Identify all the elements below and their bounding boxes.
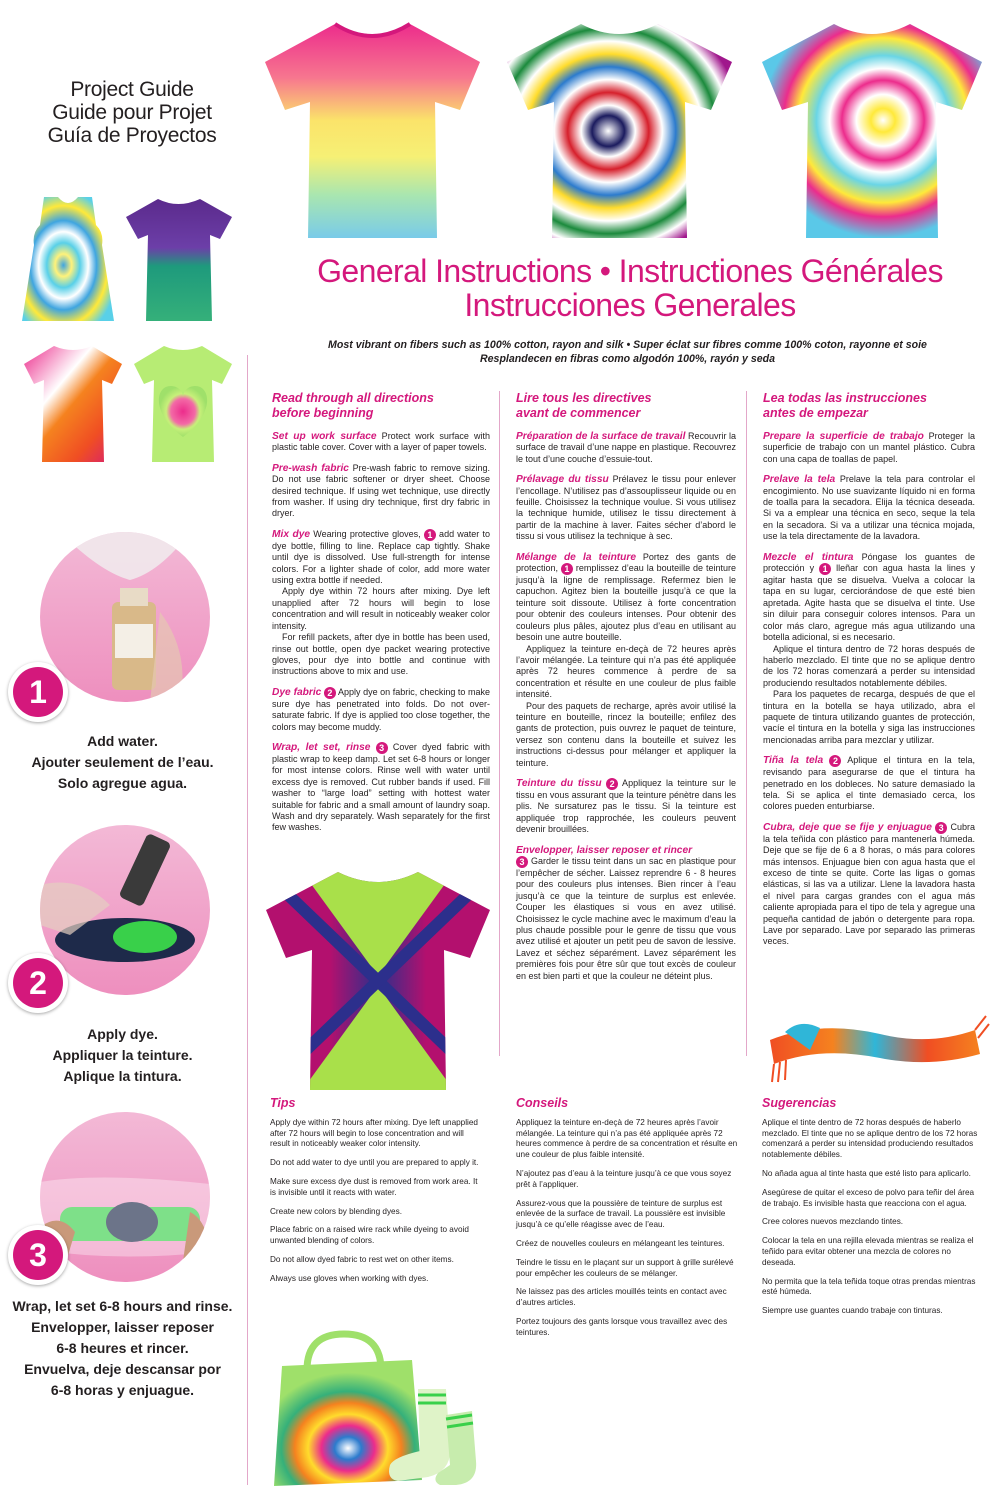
french-heading [516,391,736,421]
es-wrap-text: Cubra la tela teñida con plástico para mantenerla húmeda. Deje que se fije de 6 a 8 horas, o más para colores más intensos. Enjuague bien con agua hasta que el exceso de tinte se quite. Corte las ligas o gomas elásticas, si las va a utilizar. Llene la lavadora hasta el nivel para cargas grandes con el agua más caliente apropiada para el tipo de tela y agregue una pequeña cantidad de jabón o detergente para ropa. Lave por separado. Lave por separado las primeras veces. [763,821,975,947]
spanish-instructions [763,391,975,957]
step-3-inline-badge: 3 [516,856,528,868]
step-2-photo [40,825,210,995]
step-1-inline-badge: 1 [424,529,436,541]
tip-fr-6: Ne laissez pas des articles mouillés teints en contact avec d’autres articles. [516,1287,727,1308]
es-mix-paragraph-2: Aplique el tintura dentro de 72 horas después de haberlo mezclado. El tinte que no se aplique dentro de los 72 horas comenzará a perder su intensidad produciendo resultados notablemente débiles. [763,643,975,688]
fr-wrap-section [516,845,736,982]
tip-es-5: Colocar la tela en una rejilla elevada mientras se realiza el teñido para evitar obtener una mezcla de colores no deseada. [762,1236,974,1267]
step-1-inline-badge: 1 [819,563,831,575]
step-3-inline-badge: 3 [935,822,947,834]
tip-en-3: Make sure excess dye dust is removed from work area. It is invisible until it reacts with water. [270,1176,478,1197]
step-3-line-fr2: 6-8 heures et rincer. [56,1340,189,1356]
fiber-subhead [255,338,1000,366]
fr-dye-title: Teinture du tissu [516,777,602,789]
fr-mix-title: Mélange de la teinture [516,551,637,563]
english-heading-line-2: before beginning [272,406,374,420]
es-setup-text: Proteger la superficie de trabajo con un mantel plástico. Cubra con una capa de toallas de papel. [763,431,975,464]
subhead-line-1: Most vibrant on fibers such as 100% cotton, rayon and silk • Super éclat sur fibres comme 100% coton, rayonne et soie [328,339,927,351]
tip-fr-2: N’ajoutez pas d’eau à la teinture jusqu’à ce que vous soyez prêt à l’appliquer. [516,1168,732,1189]
socks-icon [380,1385,490,1490]
es-dye-title: Tiña la tela [763,755,824,767]
en-dye-title: Dye fabric [272,686,322,698]
en-dye-section [272,687,490,733]
french-heading-line-1: Lire tous les directives [516,391,652,405]
step-3-caption [0,1296,245,1401]
step-2-badge [8,953,68,1013]
tshirt-icon [128,342,238,467]
project-guide-title [22,78,242,147]
fr-dye-section [516,778,736,836]
tip-es-4: Cree colores nuevos mezclando tintes. [762,1217,904,1227]
fr-mix-section [516,552,736,769]
en-setup-text: Protect work surface with plastic table cover. Cover with a layer of paper towels. [272,431,490,453]
step-1-number: 1 [13,667,63,717]
step-2-inline-badge: 2 [829,755,841,767]
step-1-caption [0,731,245,794]
dye-bottle-icon [40,532,210,702]
tip-en-2: Do not add water to dye until you are prepared to apply it. [270,1158,479,1168]
headline-line-1: General Instructions • Instructiones Générales [317,253,943,289]
step-1-photo [40,532,210,702]
guide-title-fr: Guide pour Projet [52,101,212,124]
left-divider [247,355,248,1485]
tip-en-1: Apply dye within 72 hours after mixing. Dye left unapplied after 72 hours will begin to lose concentration and will result in noticeably weaker color intensity. [270,1117,478,1149]
fr-mix-paragraph-3: Pour des paquets de recharge, après avoir utilisé la teinture en bouteille, rincez la bouteille; enfilez des gants de protection, puis ouvrez le paquet de teinture, versez son contenu dans la bouteille et suivez les instructions ci-dessus pour mélanger et appliquer la teinture. [516,700,736,768]
fr-mix-paragraph-2: Appliquez la teinture en-deçà de 72 heures après l’avoir mélangée. La teinture qui n’a pas été appliquée après 72 heures commence à perdre de sa concentration et résulte en une couleur de plus faible intensité. [516,643,736,700]
es-mix-paragraph-3: Para los paquetes de recarga, después de que el tintura en la botella se haya utilizado, abra el paquete de tintura utilizando guantes de protección, vacíe el tintura en la botella y siga las instrucciones mencionadas arriba para mezclar y utilizar. [763,689,975,745]
tip-en-4: Create new colors by blending dyes. [270,1206,402,1216]
es-setup-title: Prepare la superficie de trabajo [763,431,924,442]
en-dye-text: Apply dye on fabric, checking to make sure dye has penetrated into folds. Do not over-saturate fabric. If dye is applied too close together, the colors may become muddy. [272,686,490,732]
en-mix-paragraph-2: Apply dye within 72 hours after mixing. Dye left unapplied after 72 hours will begin to lose concentration and will result in noticeably weaker color intensity. [272,586,490,631]
fr-prewash-text: Prélavez le tissu pour enlever l’encollage. N’utilisez pas d’assouplisseur liquide ou en feuille. Choisissez la technique voulue. Si vous utilisez la technique humide, utilisez le tissu directement à partir de la machine à laver. Faites sécher d’abord le tissu si vous utilisez la technique à sec. [516,474,736,542]
fr-wrap-title: Envelopper, laisser reposer et rincer [516,844,693,856]
tshirt-icon [752,18,992,243]
step-1-line-es: Solo agregue agua. [57,775,188,791]
guide-title-es: Guía de Proyectos [47,124,217,147]
tips-french-title: Conseils [516,1096,569,1110]
subhead-line-2: Resplandecen en fibras como algodón 100%, rayón y seda [480,353,775,365]
en-prewash-text: Pre-wash fabric to remove sizing. Do not use fabric softener or dryer sheet. Choose desired technique. If using wet technique, use directly from washer. If using dry technique, first dry fabric in dryer. [272,462,490,519]
headline-line-2: Instrucciones Generales [464,287,796,323]
en-mix-text-b: add water to dye bottle, filling to line. Replace cap tightly. Shake until dye is dissolved. Use full-strength for intense colors. For a lighter shade of color, add more water using extra bottle if needed. [272,528,491,586]
tip-es-6: No permita que la tela teñida toque otras prendas mientras esté húmeda. [762,1276,976,1297]
step-1-line-en: Add water. [87,733,158,749]
es-setup-section [763,431,975,465]
en-wrap-section [272,742,490,834]
es-prewash-section [763,474,975,542]
dye-bottle-icon [40,825,210,995]
en-prewash-title: Pre-wash fabric [272,462,349,474]
step-3-inline-badge: 3 [376,742,388,754]
step-1-line-fr: Ajouter seulement de l’eau. [31,754,214,770]
step-3-line-es1: Envuelva, deje descansar por [24,1361,221,1377]
tips-english [270,1098,482,1293]
tshirt-icon [258,866,498,1096]
spanish-heading-line-2: antes de empezar [763,406,868,420]
tip-es-1: Aplique el tinte dentro de 72 horas después de haberlo mezclado. El tinte que no se aplique dentro de los 72 horas comenzará a perder su intensidad produciendo resultados notablemente débiles. [762,1117,978,1160]
tshirt-icon [497,18,742,243]
step-3-badge [8,1225,68,1285]
es-wrap-title: Cubra, deje que se fije y enjuague [763,821,932,833]
tips-french [516,1098,738,1347]
tshirt-icon [255,18,490,243]
en-setup-section [272,431,490,454]
es-mix-text-b: lleñar con agua hasta la lines y agitar hasta que se disuelva. Vuelva a colocar la tapa en su lugar, cerciorándose de que esté bien apretada. Agite hasta que se disuelva el tinte. Use sin diluir para conseguir colores intensos. Para un color más claro, agregue más agua utilizando una botella adicional, si es necesario. [763,563,975,643]
step-3-line-en: Wrap, let set 6-8 hours and rinse. [12,1298,233,1314]
french-heading-line-2: avant de commencer [516,406,641,420]
es-dye-text: Aplique el tintura en la tela, revisando para asegurarse de que el tintura ha penetrado en los dobleces. No sature demasiado la tela. Si se aplica el tinte demasiado cerca, los colores pueden enturbiarse. [763,755,975,812]
tip-fr-3: Assurez-vous que la poussière de teinture de surplus est enlevée de la surface de travail. La poussière est invisible jusqu’à ce qu’elle réagisse avec de l’eau. [516,1198,726,1230]
step-2-caption [0,1024,245,1087]
step-2-line-en: Apply dye. [87,1026,158,1042]
guide-title-en: Project Guide [70,78,194,101]
step-2-line-fr: Appliquer la teinture. [52,1047,193,1063]
en-prewash-section [272,463,490,520]
tips-spanish [762,1098,984,1325]
dress-icon [14,195,122,325]
en-mix-text-a: Wearing protective gloves, [310,528,424,539]
fr-mix-text-a: Portez des gants de protection, [516,551,736,574]
fr-wrap-text: Garder le tissu teint dans un sac en plastique pour l’empêcher de sécher. Laissez reprendre 6 - 8 heures pour des couleurs plus intenses. Bien rincer à l’eau jusqu’à ce que la teinture de surplus est enlevée. Couper les élastiques si vous en avez utilisé. Choisissez le cycle machine avec le maximum d’eau la plus chaude possible pour le genre de tissu que vous avez utilisé et ajouter un petit peu de savon de lessive. Lavez et séchez séparément. Lavez séparément les premières fois pour être sûr que tout excès de couleur en est bien parti et que la couleur ne déteint plus. [516,856,736,981]
tips-english-title: Tips [270,1096,296,1110]
english-heading-line-1: Read through all directions [272,391,434,405]
en-mix-paragraph-3: For refill packets, after dye in bottle has been used, rinse out bottle, open dye packet wearing protective gloves, pour dye into bottle and continue with instructions above to mix and use. [272,632,490,677]
step-2-inline-badge: 2 [606,778,618,790]
fr-prewash-section [516,474,736,542]
spanish-heading [763,391,975,421]
tip-fr-7: Portez toujours des gants lorsque vous travaillez avec des teintures. [516,1316,728,1337]
step-1-inline-badge: 1 [561,563,573,575]
english-heading [272,391,490,421]
en-setup-title: Set up work surface [272,431,377,442]
scarf-icon [760,1010,990,1090]
tip-es-3: Asegúrese de quitar el exceso de polvo para teñir del área de trabajo. Es invisible hasta que reacciona con el agua. [762,1187,975,1208]
tip-fr-5: Teindre le tissu en le plaçant sur un support à grille surélevé pour empêcher les couleurs de se mélanger. [516,1257,734,1278]
tips-spanish-title: Sugerencias [762,1096,837,1110]
fr-mix-text-b: remplissez d’eau la bouteille de teinture jusqu’à la ligne de remplissage. Refermez bien le capuchon. Agitez bien la bouteille jusqu’à ce que la teinture soit dissoute. Utilisez à forte concentration pour obtenir des couleurs intenses. Pour obtenir des couleurs plus pâles, ajoutez plus d’eau en utilisant au besoin une autre bouteille. [516,563,736,643]
en-wrap-title: Wrap, let set, rinse [272,741,371,753]
tshirt-icon [18,342,128,467]
spanish-heading-line-1: Lea todas las instrucciones [763,391,927,405]
step-1-badge [8,662,68,722]
general-instructions-headline [260,254,1000,322]
es-mix-section [763,552,975,747]
tip-es-7: Siempre use guantes cuando trabaje con tinturas. [762,1306,943,1316]
tip-en-7: Always use gloves when working with dyes. [270,1273,429,1283]
step-3-line-fr1: Envelopper, laisser reposer [31,1319,214,1335]
step-3-number: 3 [13,1230,63,1280]
tip-en-6: Do not allow dyed fabric to rest wet on other items. [270,1254,454,1264]
column-divider [499,391,500,1056]
es-prewash-title: Prelave la tela [763,474,836,486]
en-mix-section [272,529,490,678]
step-2-inline-badge: 2 [324,687,336,699]
en-wrap-text: Cover dyed fabric with plastic wrap to keep damp. Let set 6-8 hours or longer for most intense colors. Rinse well with water until excess dye is removed. Cut rubber bands if used. Fill washer to “large load” setting with hottest water suitable for fabric and a small amount of laundry soap. Wash and dry separately. Wash separately for the first few washes. [272,741,490,833]
step-2-line-es: Aplique la tintura. [63,1068,182,1084]
tip-en-5: Place fabric on a raised wire rack while dyeing to avoid unwanted blending of colors. [270,1225,469,1246]
fr-dye-text: Appliquez la teinture sur le tissu en vous assurant que la teinture pénètre dans les plis. Ne sursaturez pas le tissu. Si la teinture est appliquée trop rapprochée, les couleurs peuvent devenir brouillées. [516,777,736,835]
es-dye-section [763,755,975,813]
column-divider [746,391,747,1056]
fr-prewash-title: Prélavage du tissu [516,474,609,486]
step-3-line-es2: 6-8 horas y enjuague. [50,1382,195,1398]
english-instructions [272,391,490,843]
fr-setup-title: Préparation de la surface de travail [516,431,686,442]
tip-fr-4: Créez de nouvelles couleurs en mélangeant les teintures. [516,1238,725,1248]
es-mix-text-a: Póngase los guantes de protección y [763,551,975,574]
tshirt-icon [120,195,238,325]
es-prewash-text: Prelave la tela para controlar el encogimiento. No use suavizante líquido ni en forma de toalla para la secadora. Elija la técnica deseada. Si va a emplear una técnica en seco, seque la tela en la secadora. Si va a utilizar una técnica mojada, use la tela directamente de la lavadora. [763,474,975,542]
fr-setup-section [516,431,736,465]
step-2-number: 2 [13,958,63,1008]
en-mix-title: Mix dye [272,528,311,540]
tip-fr-1: Appliquez la teinture en-deçà de 72 heures après l’avoir mélangée. La teinture qui n’a pas été appliquée après 72 heures commence à perdre de sa concentration et résulte en une couleur de plus faible intensité. [516,1117,738,1160]
french-instructions [516,391,736,991]
es-wrap-section [763,822,975,948]
fr-setup-text: Recouvrir la surface de travail d’une nappe en plastique. Recouvrez le tout d’une couche d’essuie-tout. [516,431,736,464]
tip-es-2: No añada agua al tinte hasta que esté listo para aplicarlo. [762,1168,971,1178]
es-mix-title: Mezcle el tintura [763,551,854,563]
